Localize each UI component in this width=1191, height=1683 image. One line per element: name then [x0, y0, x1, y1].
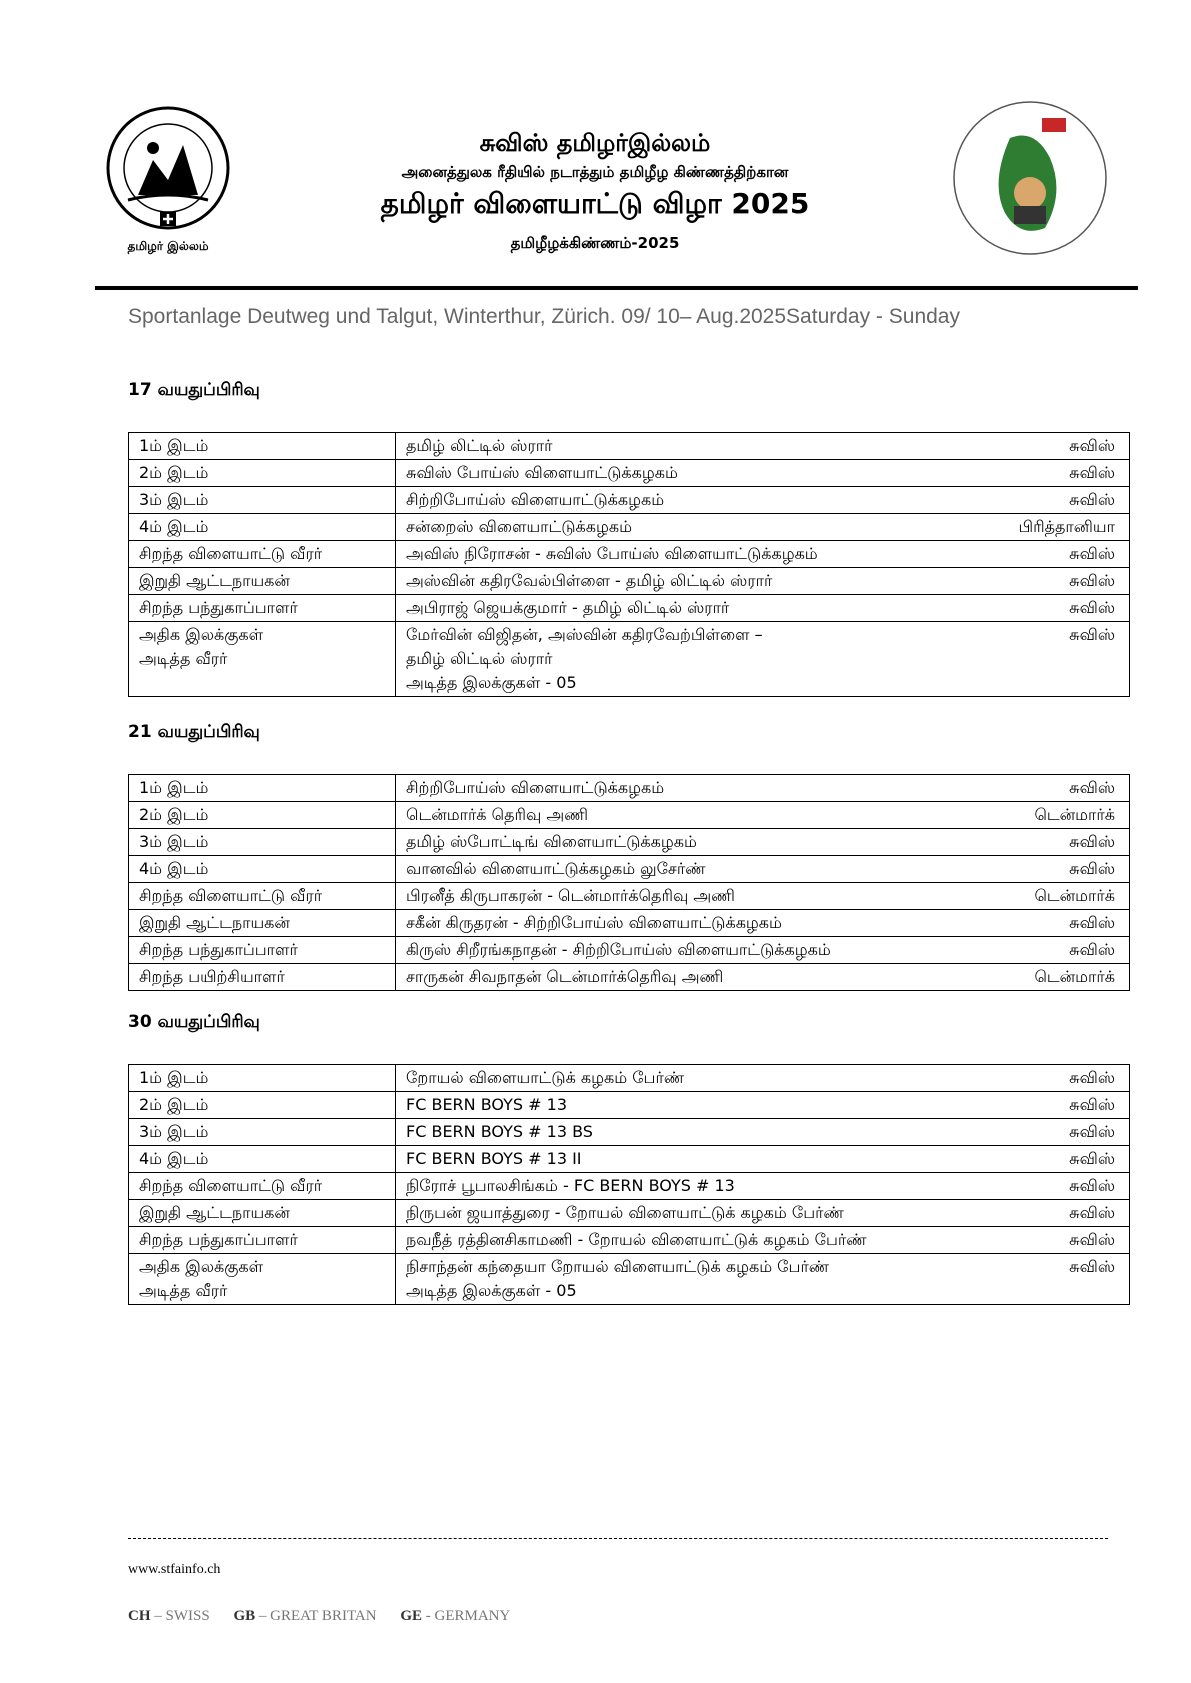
code-gb: GB: [233, 1608, 256, 1624]
winner-name: நிரோச் பூபாலசிங்கம் - FC BERN BOYS # 13: [406, 1176, 735, 1195]
award-label: 2ம் இடம்: [129, 460, 396, 487]
table-row: [129, 1227, 1130, 1254]
country-name: சுவிஸ்: [1069, 1230, 1115, 1249]
award-label: சிறந்த பந்துகாப்பாளர்: [129, 937, 396, 964]
winner-name: அவிஸ் நிரோசன் - சுவிஸ் போய்ஸ் விளையாட்டுக்கழகம்: [406, 544, 818, 563]
tamil-eelam-map-logo: [950, 98, 1110, 258]
country-name: சுவிஸ்: [1069, 859, 1115, 878]
award-label: 3ம் இடம்: [129, 1119, 396, 1146]
country-name: சுவிஸ்: [1069, 1095, 1115, 1114]
award-winner-cell: [396, 595, 1130, 622]
table-row: [129, 487, 1130, 514]
header-divider: [95, 286, 1138, 290]
winner-name: அஸ்வின் கதிரவேல்பிள்ளை - தமிழ் லிட்டில் ஸ்ரார்: [406, 571, 773, 590]
table-row: [129, 1065, 1130, 1092]
table-row: [129, 802, 1130, 829]
country-name: சுவிஸ்: [1069, 598, 1115, 617]
award-label: 4ம் இடம்: [129, 856, 396, 883]
award-label: 1ம் இடம்: [129, 1065, 396, 1092]
country-name: டென்மார்க்: [1034, 886, 1115, 905]
award-winner-cell: [396, 1146, 1130, 1173]
cup-name: தமிழீழக்கிண்ணம்-2025: [510, 234, 680, 252]
winner-name: சுவிஸ் போய்ஸ் விளையாட்டுக்கழகம்: [406, 463, 678, 482]
award-winner-cell: [396, 1092, 1130, 1119]
country-name: சுவிஸ்: [1069, 940, 1115, 959]
award-label: 2ம் இடம்: [129, 1092, 396, 1119]
section-title-17: 17 வயதுப்பிரிவு: [128, 380, 260, 400]
award-label: 3ம் இடம்: [129, 487, 396, 514]
table-row: [129, 829, 1130, 856]
country-name: டென்மார்க்: [1034, 805, 1115, 824]
award-label: சிறந்த பந்துகாப்பாளர்: [129, 1227, 396, 1254]
award-winner-cell: [396, 487, 1130, 514]
winner-name: வானவில் விளையாட்டுக்கழகம் லுசேர்ண்: [406, 859, 706, 878]
award-winner-cell: [396, 1065, 1130, 1092]
award-winner-cell: [396, 964, 1130, 991]
table-row: [129, 910, 1130, 937]
country-name: சுவிஸ்: [1069, 571, 1115, 590]
table-row: [129, 1119, 1130, 1146]
website-link[interactable]: www.stfainfo.ch: [128, 1562, 221, 1577]
winner-name: பிரனீத் கிருபாகரன் - டென்மார்க்தெரிவு அணி: [406, 886, 735, 905]
country-name: சுவிஸ்: [1069, 1149, 1115, 1168]
award-winner-cell: [396, 775, 1130, 802]
table-row: [129, 595, 1130, 622]
award-winner-cell: [396, 568, 1130, 595]
org-name: சுவிஸ் தமிழர்இல்லம்: [479, 129, 711, 157]
winner-name: சிற்றிபோய்ஸ் விளையாட்டுக்கழகம்: [406, 778, 665, 797]
table-row: [129, 937, 1130, 964]
header: [280, 128, 910, 254]
event-title: தமிழர் விளையாட்டு விழா 2025: [380, 187, 810, 220]
award-label: 1ம் இடம்: [129, 433, 396, 460]
award-winner-cell: [396, 829, 1130, 856]
award-label: இறுதி ஆட்டநாயகன்: [129, 568, 396, 595]
award-label: சிறந்த பந்துகாப்பாளர்: [129, 595, 396, 622]
winner-name: FC BERN BOYS # 13: [406, 1095, 567, 1114]
code-ch: CH: [128, 1608, 151, 1624]
country-name: சுவிஸ்: [1069, 1257, 1115, 1276]
winner-name: தமிழ் லிட்டில் ஸ்ரார்: [406, 436, 553, 455]
table-row: [129, 568, 1130, 595]
award-winner-cell: [396, 910, 1130, 937]
award-label: அதிக இலக்குகள் அடித்த வீரர்: [129, 622, 396, 697]
winner-name: சன்றைஸ் விளையாட்டுக்கழகம்: [406, 517, 633, 536]
country-name: டென்மார்க்: [1034, 967, 1115, 986]
award-label: 2ம் இடம்: [129, 802, 396, 829]
winner-name: FC BERN BOYS # 13 II: [406, 1149, 582, 1168]
table-row: [129, 460, 1130, 487]
logo-caption: தமிழர் இல்லம்: [127, 239, 209, 253]
award-winner-cell: [396, 856, 1130, 883]
winner-name: நவநீத் ரத்தினசிகாமணி - றோயல் விளையாட்டுக் கழகம் பேர்ண்: [406, 1230, 867, 1249]
winner-name: அபிராஜ் ஜெயக்குமார் - தமிழ் லிட்டில் ஸ்ரார்: [406, 598, 730, 617]
country-name: சுவிஸ்: [1069, 436, 1115, 455]
table-row: [129, 1200, 1130, 1227]
country-name: சுவிஸ்: [1069, 778, 1115, 797]
results-table-21: [128, 774, 1130, 991]
winner-name: டென்மார்க் தெரிவு அணி: [406, 805, 588, 824]
winner-name: நிசாந்தன் கந்தையா றோயல் விளையாட்டுக் கழகம் பேர்ண் அடித்த இலக்குகள் - 05: [406, 1257, 830, 1300]
tamil-house-logo: [98, 100, 238, 260]
winner-name: றோயல் விளையாட்டுக் கழகம் பேர்ண்: [406, 1068, 685, 1087]
table-row: [129, 514, 1130, 541]
country-name: பிரித்தானியா: [1018, 517, 1115, 536]
award-label: சிறந்த பயிற்சியாளர்: [129, 964, 396, 991]
results-table-30: [128, 1064, 1130, 1305]
code-ch-name: – SWISS: [154, 1608, 210, 1624]
country-codes: [128, 1608, 510, 1625]
award-winner-cell: [396, 514, 1130, 541]
country-name: சுவிஸ்: [1069, 1176, 1115, 1195]
country-name: சுவிஸ்: [1069, 1068, 1115, 1087]
award-label: 1ம் இடம்: [129, 775, 396, 802]
award-winner-cell: [396, 1173, 1130, 1200]
table-row: [129, 775, 1130, 802]
section-title-30: 30 வயதுப்பிரிவு: [128, 1012, 260, 1032]
winner-name: மேர்வின் விஜிதன், அஸ்வின் கதிரவேற்பிள்ளை – தமிழ் லிட்டில் ஸ்ரார் அடித்த இலக்குகள் - 05: [406, 625, 763, 692]
award-label: அதிக இலக்குகள் அடித்த வீரர்: [129, 1254, 396, 1305]
award-winner-cell: [396, 883, 1130, 910]
winner-name: நிருபன் ஜயாத்துரை - றோயல் விளையாட்டுக் கழகம் பேர்ண்: [406, 1203, 844, 1222]
section-title-21: 21 வயதுப்பிரிவு: [128, 722, 260, 742]
award-winner-cell: [396, 622, 1130, 697]
winner-name: சகீன் கிருதரன் - சிற்றிபோய்ஸ் விளையாட்டுக்கழகம்: [406, 913, 782, 932]
country-name: சுவிஸ்: [1069, 544, 1115, 563]
country-name: சுவிஸ்: [1069, 490, 1115, 509]
country-name: சுவிஸ்: [1069, 463, 1115, 482]
table-row: [129, 964, 1130, 991]
table-row: [129, 1254, 1130, 1305]
code-ge: GE: [400, 1608, 423, 1624]
award-winner-cell: [396, 433, 1130, 460]
award-winner-cell: [396, 937, 1130, 964]
award-winner-cell: [396, 460, 1130, 487]
award-label: இறுதி ஆட்டநாயகன்: [129, 910, 396, 937]
country-name: சுவிஸ்: [1069, 1203, 1115, 1222]
table-row: [129, 1173, 1130, 1200]
footer-divider: [128, 1538, 1108, 1539]
country-name: சுவிஸ்: [1069, 625, 1115, 644]
award-winner-cell: [396, 1119, 1130, 1146]
winner-name: FC BERN BOYS # 13 BS: [406, 1122, 593, 1141]
table-row: [129, 622, 1130, 697]
table-row: [129, 883, 1130, 910]
award-winner-cell: [396, 1254, 1130, 1305]
event-subtitle: அனைத்துலக ரீதியில் நடாத்தும் தமிழீழ கிண்ணத்திற்கான: [401, 163, 789, 181]
table-row: [129, 856, 1130, 883]
table-row: [129, 1092, 1130, 1119]
award-winner-cell: [396, 802, 1130, 829]
table-row: [129, 433, 1130, 460]
award-winner-cell: [396, 1200, 1130, 1227]
award-label: சிறந்த விளையாட்டு வீரர்: [129, 541, 396, 568]
award-label: 3ம் இடம்: [129, 829, 396, 856]
winner-name: தமிழ் ஸ்போட்டிங் விளையாட்டுக்கழகம்: [406, 832, 697, 851]
award-label: சிறந்த விளையாட்டு வீரர்: [129, 1173, 396, 1200]
table-row: [129, 541, 1130, 568]
award-winner-cell: [396, 541, 1130, 568]
award-label: 4ம் இடம்: [129, 514, 396, 541]
venue-line: Sportanlage Deutweg und Talgut, Winterthur, Zürich. 09/ 10– Aug.2025Saturday - Sunday: [128, 305, 960, 328]
country-name: சுவிஸ்: [1069, 832, 1115, 851]
winner-name: சாருகன் சிவநாதன் டென்மார்க்தெரிவு அணி: [406, 967, 724, 986]
code-ge-name: - GERMANY: [425, 1608, 511, 1624]
results-table-17: [128, 432, 1130, 697]
award-label: 4ம் இடம்: [129, 1146, 396, 1173]
award-label: சிறந்த விளையாட்டு வீரர்: [129, 883, 396, 910]
country-name: சுவிஸ்: [1069, 1122, 1115, 1141]
award-winner-cell: [396, 1227, 1130, 1254]
country-name: சுவிஸ்: [1069, 913, 1115, 932]
winner-name: கிருஸ் சிறீரங்கநாதன் - சிற்றிபோய்ஸ் விளையாட்டுக்கழகம்: [406, 940, 831, 959]
award-label: இறுதி ஆட்டநாயகன்: [129, 1200, 396, 1227]
table-row: [129, 1146, 1130, 1173]
code-gb-name: – GREAT BRITAN: [258, 1608, 377, 1624]
winner-name: சிற்றிபோய்ஸ் விளையாட்டுக்கழகம்: [406, 490, 665, 509]
